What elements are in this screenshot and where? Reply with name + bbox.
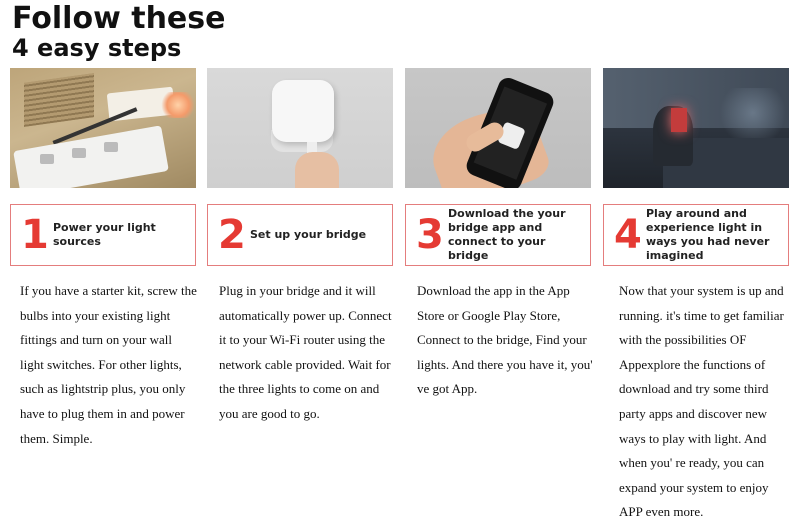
step-3-column — [405, 68, 591, 188]
step-4-label: Play around and experience light in ways you had never imagined — [646, 207, 770, 262]
step-3-number: 3 — [416, 212, 444, 258]
step-2-number: 2 — [218, 212, 246, 258]
step-3-box — [405, 204, 591, 266]
power-supply-photo — [10, 68, 196, 188]
step-2-description: Plug in your bridge and it will automatically power up. Connect it to your Wi-Fi router using the network cable provided. Wait for the three lights to come on and you are good to go. — [219, 283, 392, 421]
step-3-label: Download the your bridge app and connect to your bridge — [448, 207, 566, 262]
step-4-number: 4 — [614, 212, 642, 258]
step-3-description: Download the app in the App Store or Google Play Store, Connect to the bridge, Find your lights. And there you have it, you' ve got App. — [417, 283, 593, 397]
title-line-1: Follow these — [12, 1, 226, 36]
step-2-box — [207, 204, 393, 266]
step-4-box — [603, 204, 789, 266]
step-1-label: Power your light sources — [53, 221, 156, 248]
step-4-description: Now that your system is up and running. it's time to get familiar with the possibilities OF Appexplore the functions of download and try some third party apps and discover new ways to play with light. And when you' re ready, you can expand your system to enjoy APP even more. — [619, 283, 784, 520]
title-line-2: 4 easy steps — [12, 34, 182, 62]
phone-app-photo — [405, 68, 591, 188]
step-2-label: Set up your bridge — [250, 228, 367, 241]
step-1-box — [10, 204, 196, 266]
step-1-number: 1 — [21, 212, 49, 258]
living-room-photo — [603, 68, 789, 188]
step-2-column — [207, 68, 393, 188]
step-1-column — [10, 68, 196, 188]
bridge-photo — [207, 68, 393, 188]
step-4-column — [603, 68, 789, 188]
page-title — [12, 2, 225, 62]
step-1-description: If you have a starter kit, screw the bulbs into your existing light fittings and turn on your wall light switches. For other lights, such as lightstrip plus, you only have to plug them in and power them. Simple. — [20, 283, 197, 446]
